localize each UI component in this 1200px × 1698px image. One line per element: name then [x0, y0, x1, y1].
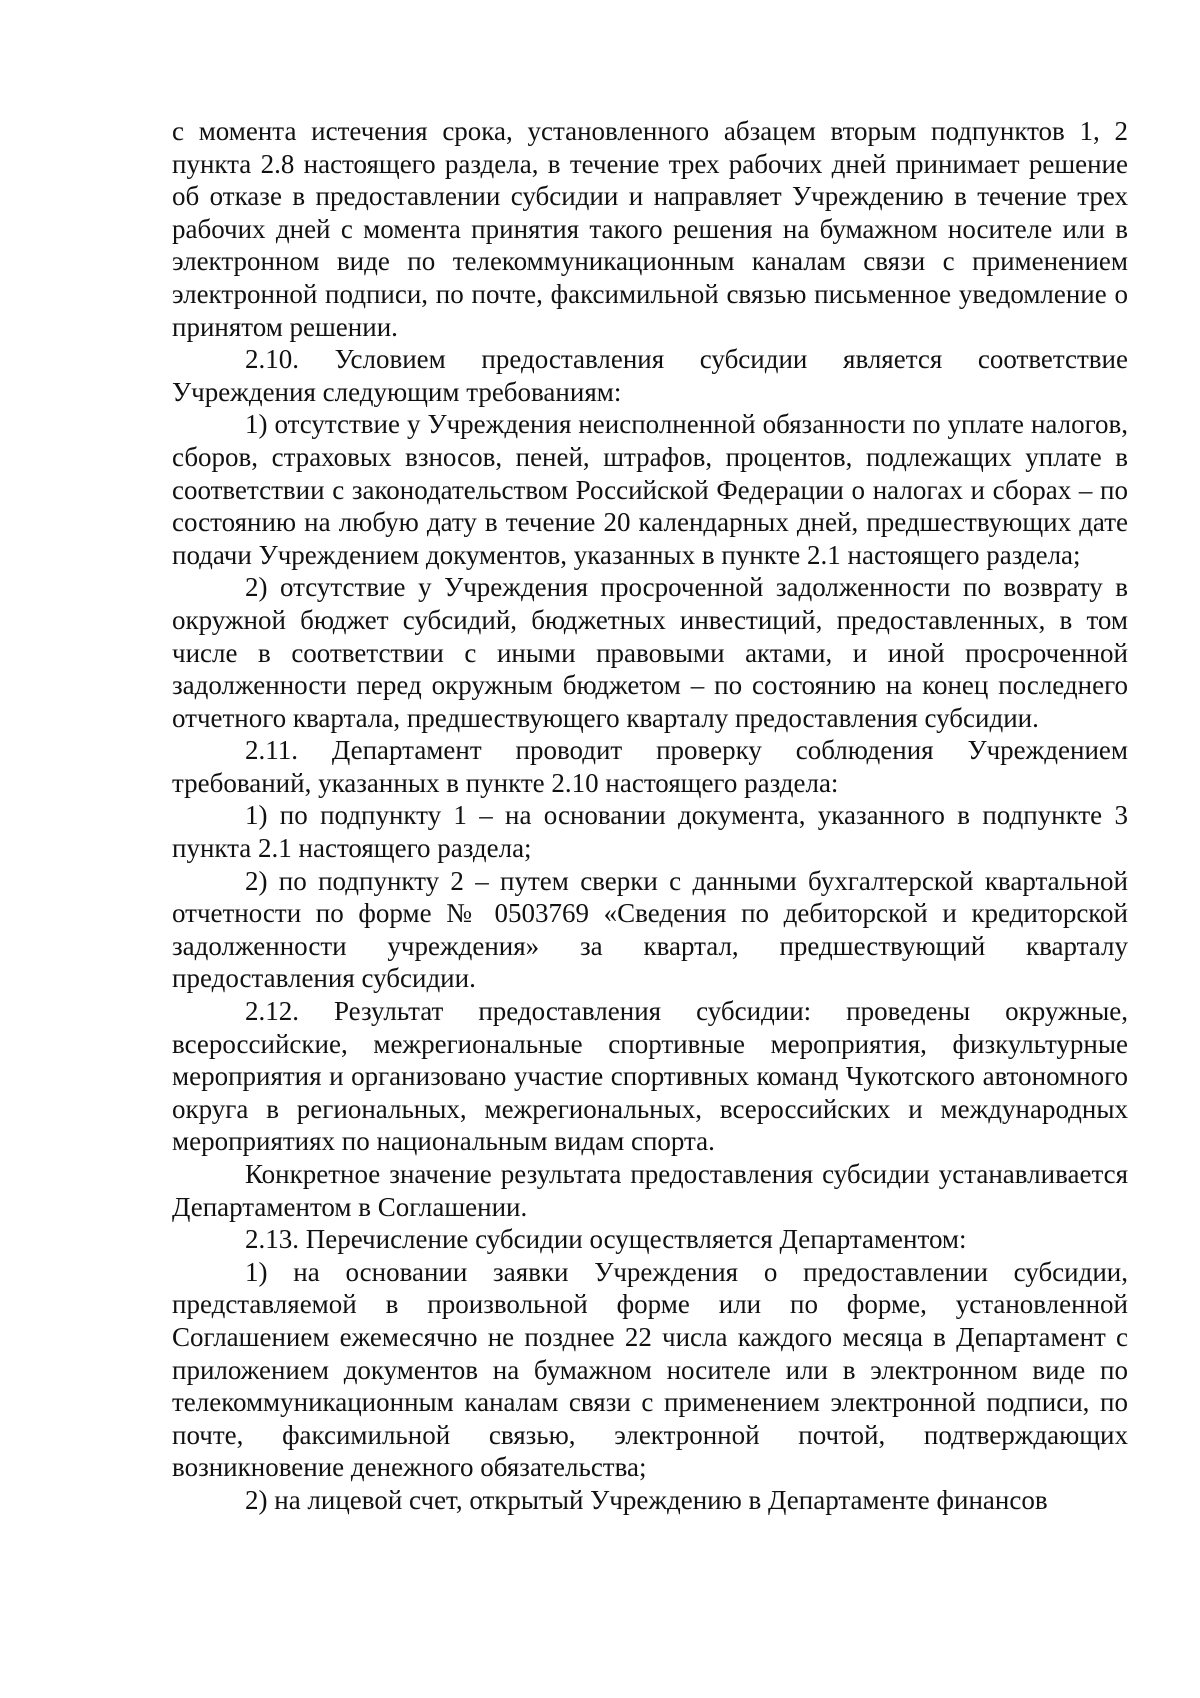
- paragraph-2-13-item-1: 1) на основании заявки Учреждения о предоставлении субсидии, представляемой в произвольной форме или по форме, установленной Соглашением ежемесячно не позднее 22 числа каждого месяца в Департамент с приложением документов на бумажном носителе или в электронном виде по телекоммуникационным каналам связи с применением электронной подписи, по почте, факсимильной связью, электронной почтой, подтверждающих возникновение денежного обязательства;: [172, 1256, 1128, 1483]
- paragraph-2-10-item-2: 2) отсутствие у Учреждения просроченной задолженности по возврату в окружной бюджет субсидий, бюджетных инвестиций, предоставленных, в том числе в соответствии с иными правовыми актами, и иной просроченной задолженности перед окружным бюджетом – по состоянию на конец последнего отчетного квартала, предшествующего кварталу предоставления субсидии.: [172, 572, 1128, 733]
- paragraph-2-12-result-value: Конкретное значение результата предоставления субсидии устанавливается Департаментом в Соглашении.: [172, 1159, 1128, 1222]
- paragraph-2-10-item-1: 1) отсутствие у Учреждения неисполненной обязанности по уплате налогов, сборов, страховых взносов, пеней, штрафов, процентов, подлежащих уплате в соответствии с законодательством Российской Федерации о налогах и сборах – по состоянию на любую дату в течение 20 календарных дней, предшествующих дате подачи Учреждением документов, указанных в пункте 2.1 настоящего раздела;: [172, 409, 1128, 570]
- paragraph-2-11: 2.11. Департамент проводит проверку соблюдения Учреждением требований, указанных в пункте 2.10 настоящего раздела:: [172, 735, 1128, 798]
- paragraph-2-10: 2.10. Условием предоставления субсидии является соответствие Учреждения следующим требованиям:: [172, 344, 1128, 407]
- paragraph-2-11-item-1: 1) по подпункту 1 – на основании документа, указанного в подпункте 3 пункта 2.1 настоящего раздела;: [172, 800, 1128, 864]
- document-body: [172, 115, 1128, 1517]
- paragraph-2-11-item-2: 2) по подпункту 2 – путем сверки с данными бухгалтерской квартальной отчетности по форме № 0503769 «Сведения по дебиторской и кредиторской задолженности учреждения» за квартал, предшествующий кварталу предоставления субсидии.: [172, 865, 1128, 994]
- paragraph-2-12: 2.12. Результат предоставления субсидии: проведены окружные, всероссийские, межрегиональные спортивные мероприятия, физкультурные мероприятия и организовано участие спортивных команд Чукотского автономного округа в региональных, межрегиональных, всероссийских и международных мероприятиях по национальным видам спорта.: [172, 996, 1128, 1157]
- paragraph-2-13: 2.13. Перечисление субсидии осуществляется Департаментом:: [245, 1224, 967, 1255]
- paragraph-continuation: с момента истечения срока, установленного абзацем вторым подпунктов 1, 2 пункта 2.8 настоящего раздела, в течение трех рабочих дней принимает решение об отказе в предоставлении субсидии и направляет Учреждению в течение трех рабочих дней с момента принятия такого решения на бумажном носителе или в электронном виде по телекоммуникационным каналам связи с применением электронной подписи, по почте, факсимильной связью письменное уведомление о принятом решении.: [172, 116, 1128, 342]
- paragraph-2-13-item-2: 2) на лицевой счет, открытый Учреждению в Департаменте финансов: [245, 1484, 1048, 1515]
